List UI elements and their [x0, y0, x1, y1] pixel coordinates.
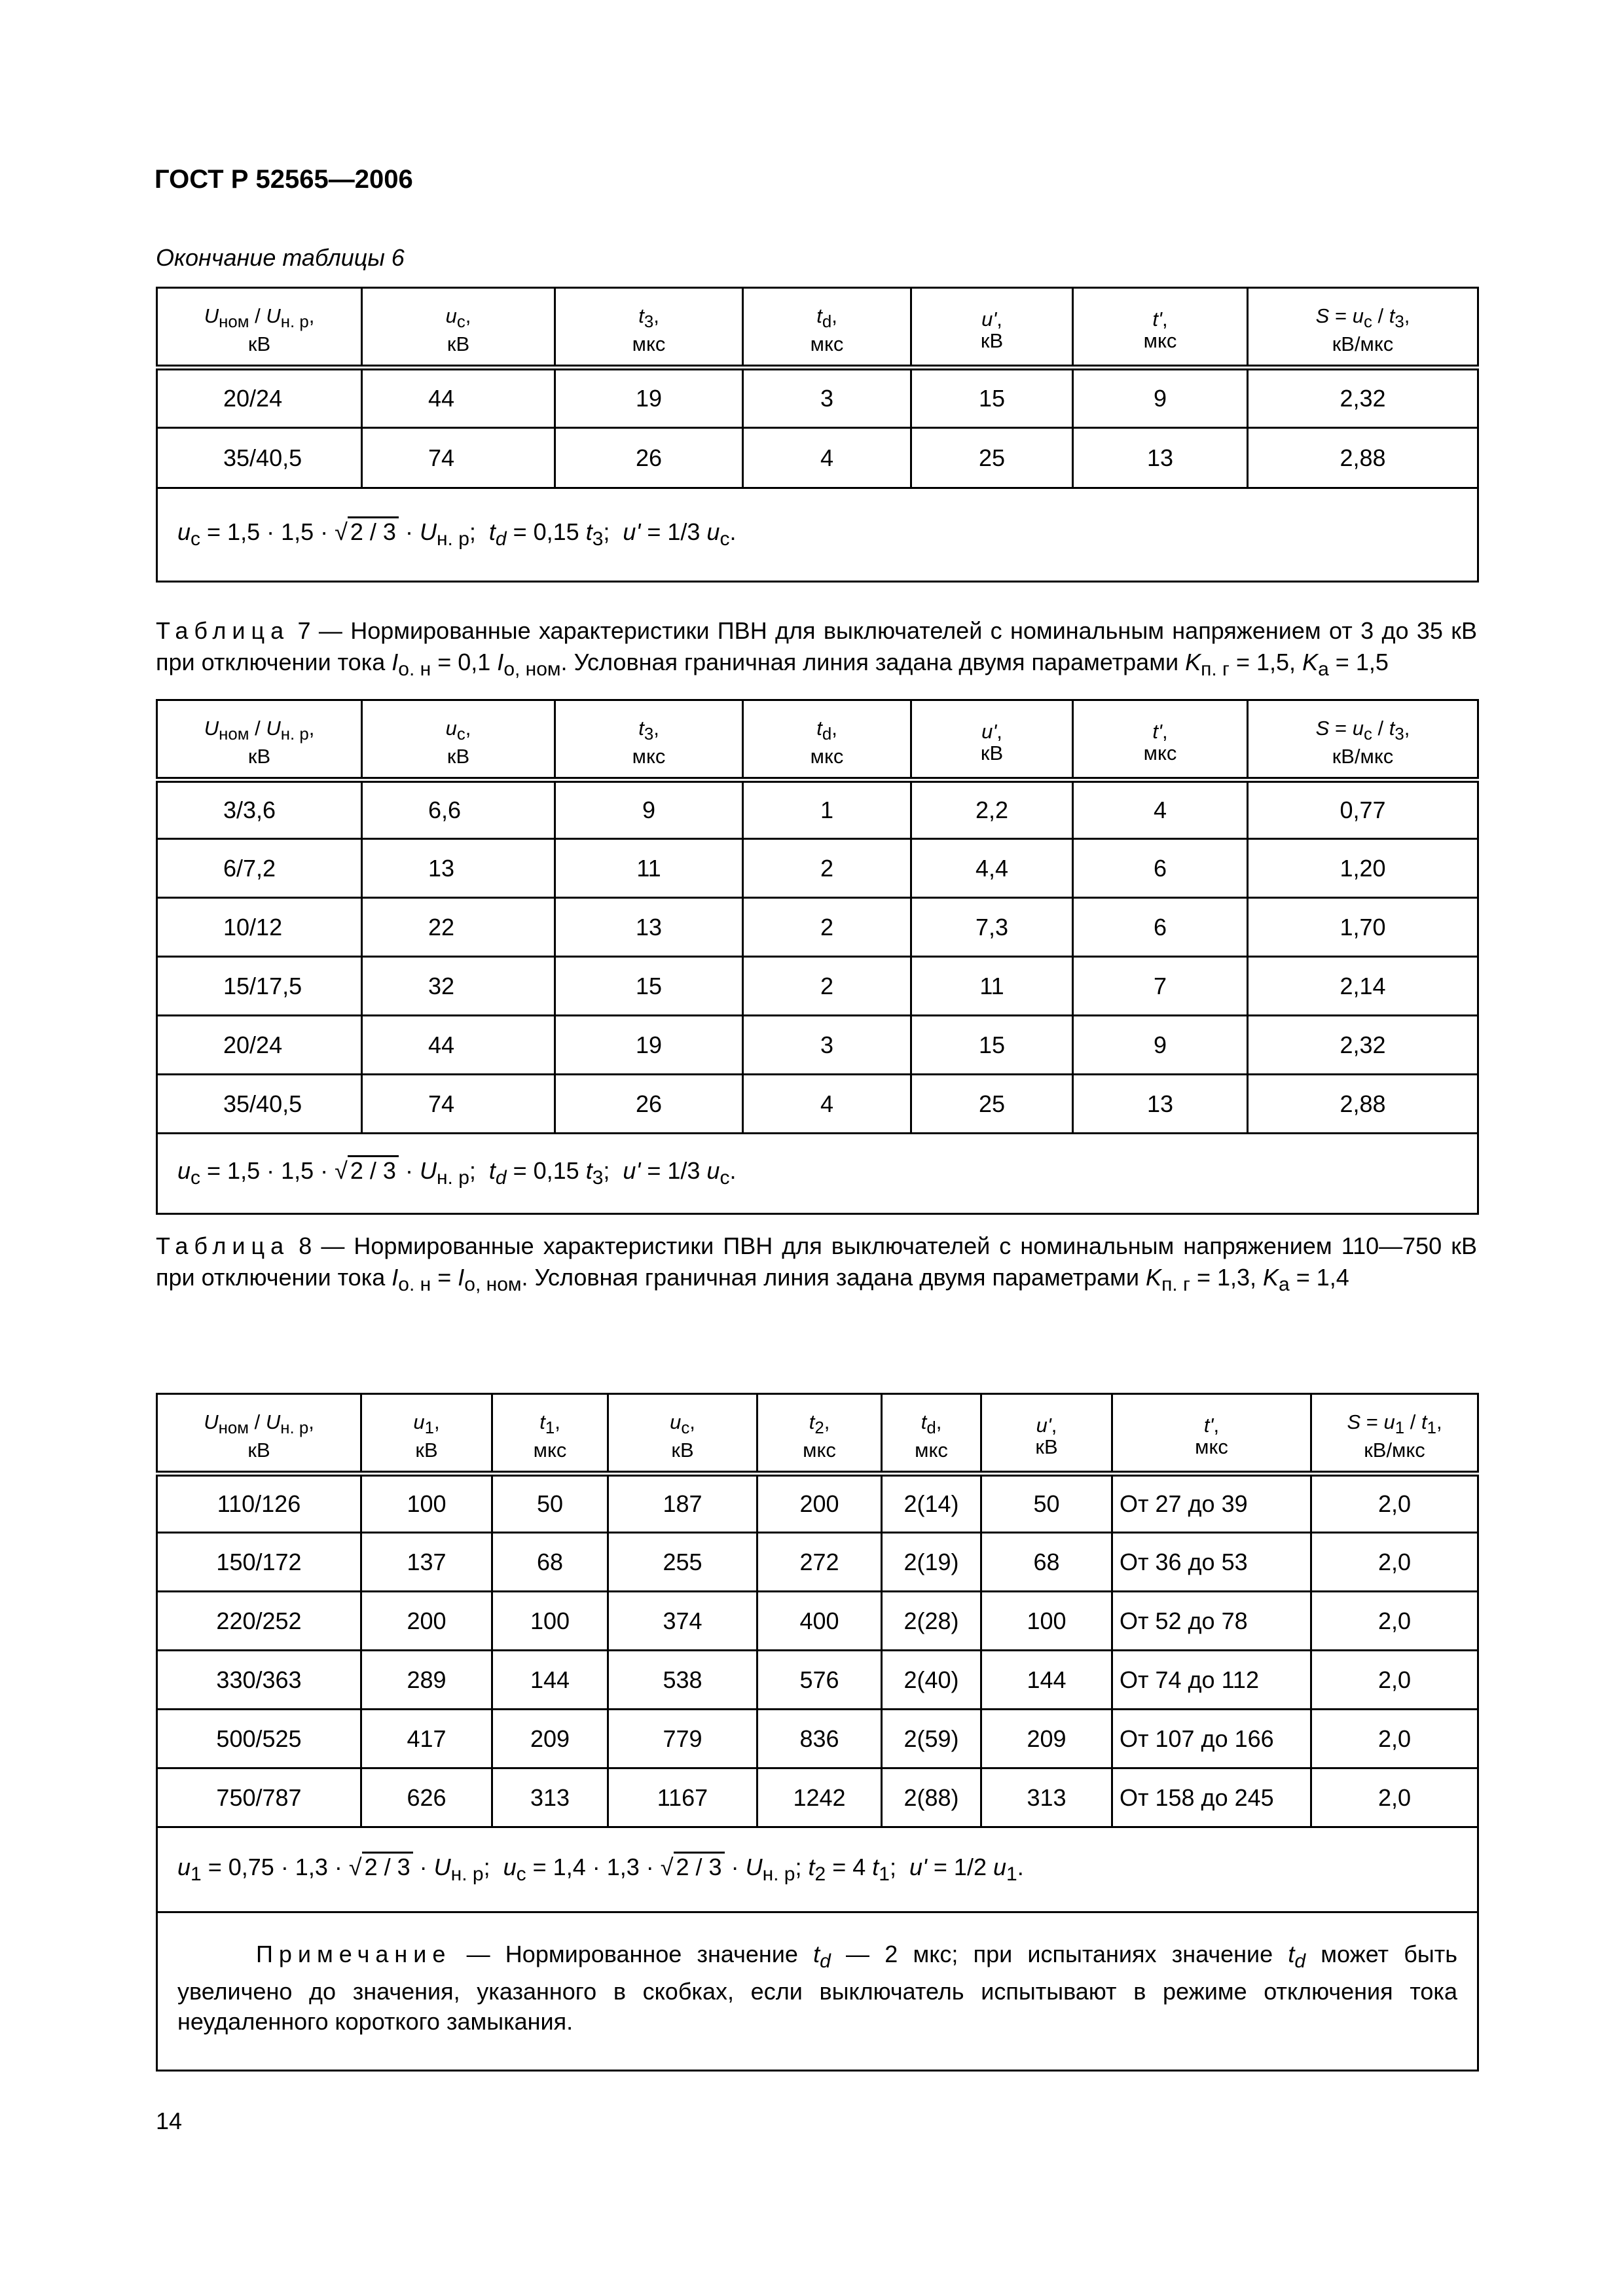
table-cell: 255: [608, 1533, 757, 1592]
table8-caption-kpg: = 1,3,: [1196, 1264, 1257, 1291]
table-row: [157, 428, 1478, 488]
table-cell: 50: [492, 1474, 608, 1533]
col-header-voltage: $U_{ном} / U_{н. р}$, кВ: [157, 1394, 361, 1474]
table-cell: 4: [743, 428, 911, 488]
table-cell: 137: [361, 1533, 492, 1592]
col-header-u-prime: u', кВ: [981, 1394, 1112, 1474]
table-cell: 2,88: [1248, 428, 1478, 488]
table-cell: 3: [743, 1016, 911, 1075]
table-cell: 4,4: [911, 839, 1073, 898]
col-header-td: $t_d$, мкс: [743, 700, 911, 780]
table-cell: От 74 до 112: [1112, 1651, 1311, 1710]
table-cell: 15: [911, 1016, 1073, 1075]
table-cell: 9: [1073, 1016, 1248, 1075]
table-cell: 1167: [608, 1768, 757, 1827]
col-header-voltage: $U_{ном} / U_{н. р}$, кВ: [157, 288, 362, 368]
table-cell: 9: [1073, 368, 1248, 428]
table-row: [157, 1710, 1478, 1768]
table-cell: 4: [1073, 780, 1248, 839]
col-header-t3: $t_3$, мкс: [555, 288, 743, 368]
col-header-uc: $u_с$, кВ: [608, 1394, 757, 1474]
table-cell: 13: [1073, 428, 1248, 488]
table-cell: 0,77: [1248, 780, 1478, 839]
col-header-t2: $t_2$, мкс: [757, 1394, 882, 1474]
table-cell: От 36 до 53: [1112, 1533, 1311, 1592]
table7-caption-text2: Условная граничная линия задана двумя параметрами: [574, 649, 1179, 675]
table-cell: 2,0: [1311, 1533, 1478, 1592]
table-cell: 2,32: [1248, 1016, 1478, 1075]
table-row: [157, 1651, 1478, 1710]
table-cell: 2: [743, 957, 911, 1016]
table-cell: 374: [608, 1592, 757, 1651]
table7: [156, 699, 1479, 1215]
table-cell: 209: [981, 1710, 1112, 1768]
table-cell: 22: [362, 898, 555, 957]
table-cell: 74: [362, 428, 555, 488]
table-cell: 400: [757, 1592, 882, 1651]
table7-caption-text1: — Нормированные характеристики ПВН для выключателей с номинальным напряжением от 3 до 35 кВ при отключении тока: [156, 617, 1477, 675]
table-row: [157, 1474, 1478, 1533]
table-cell: 2(28): [882, 1592, 981, 1651]
formula-row: $u_с = 1,5 \cdot 1,5$ · √ $2 / 3 \cdot U_{н. р}$; $t_d = 0,15$ $t_3$; u' = 1/3 $u_с$.: [157, 488, 1478, 582]
table-cell: 2,32: [1248, 368, 1478, 428]
table-cell: От 27 до 39: [1112, 1474, 1311, 1533]
table-cell: 2: [743, 839, 911, 898]
col-header-u-prime: u', кВ: [911, 288, 1073, 368]
table-cell: 13: [1073, 1075, 1248, 1134]
table-row: [157, 1533, 1478, 1592]
table-cell: 20/24: [157, 1016, 362, 1075]
table-cell: 68: [981, 1533, 1112, 1592]
table-row: [157, 368, 1478, 428]
table-cell: 1,70: [1248, 898, 1478, 957]
table-cell: 2,88: [1248, 1075, 1478, 1134]
table-cell: 187: [608, 1474, 757, 1533]
table-cell: 144: [492, 1651, 608, 1710]
col-header-t-prime: t', мкс: [1073, 700, 1248, 780]
note-text2: — 2 мкс; при испытаниях значение: [846, 1941, 1273, 1967]
table-cell: 26: [555, 1075, 743, 1134]
table-cell: 313: [492, 1768, 608, 1827]
table-cell: 25: [911, 1075, 1073, 1134]
table8-caption-number: 8: [299, 1232, 312, 1259]
table-cell: 417: [361, 1710, 492, 1768]
table-cell: 100: [492, 1592, 608, 1651]
table-cell: 3/3,6: [157, 780, 362, 839]
table-row: [157, 780, 1478, 839]
col-header-u1: $u_1$, кВ: [361, 1394, 492, 1474]
table-cell: 272: [757, 1533, 882, 1592]
table-cell: 2,14: [1248, 957, 1478, 1016]
table8: [156, 1393, 1479, 2072]
table-cell: 2,0: [1311, 1768, 1478, 1827]
table-cell: 13: [362, 839, 555, 898]
col-header-uc: $u_с$, кВ: [362, 700, 555, 780]
col-header-t-prime: t', мкс: [1112, 1394, 1311, 1474]
col-header-s: $S = u_с / t_3$, кВ/мкс: [1248, 288, 1478, 368]
table-cell: 209: [492, 1710, 608, 1768]
table-cell: 9: [555, 780, 743, 839]
table-cell: 2(19): [882, 1533, 981, 1592]
formula-row: $u_1 = 0,75 \cdot 1,3$ · √ $2 / 3 \cdot U_{н. р}$; $u_с = 1,4 \cdot 1,3$ · √ $2 / 3 \cdot U_{н. р}$; $t_2 = 4$ $t_1$; u' = 1/2 $u_1$.: [157, 1827, 1478, 1912]
table-cell: 330/363: [157, 1651, 361, 1710]
col-header-uc: $u_с$, кВ: [362, 288, 555, 368]
col-header-u-prime: u', кВ: [911, 700, 1073, 780]
table-cell: 35/40,5: [157, 428, 362, 488]
table-cell: 2(14): [882, 1474, 981, 1533]
table-cell: 26: [555, 428, 743, 488]
col-header-td: $t_d$, мкс: [882, 1394, 981, 1474]
table-cell: 2: [743, 898, 911, 957]
table-cell: 19: [555, 1016, 743, 1075]
table-cell: 100: [361, 1474, 492, 1533]
table-cell: 13: [555, 898, 743, 957]
table-row: [157, 1075, 1478, 1134]
table-cell: 2,0: [1311, 1710, 1478, 1768]
table-cell: 1,20: [1248, 839, 1478, 898]
table-cell: 500/525: [157, 1710, 361, 1768]
table-cell: 538: [608, 1651, 757, 1710]
table-cell: 6/7,2: [157, 839, 362, 898]
table-cell: 2(40): [882, 1651, 981, 1710]
table-cell: 200: [361, 1592, 492, 1651]
table-cell: От 158 до 245: [1112, 1768, 1311, 1827]
table-cell: 10/12: [157, 898, 362, 957]
table-cell: От 107 до 166: [1112, 1710, 1311, 1768]
table-cell: 68: [492, 1533, 608, 1592]
table-cell: 15: [555, 957, 743, 1016]
table-cell: 50: [981, 1474, 1112, 1533]
table-row: [157, 839, 1478, 898]
note-label: Примечание: [256, 1941, 452, 1967]
page-number: 14: [156, 2108, 183, 2134]
table-cell: 32: [362, 957, 555, 1016]
table8-note: Примечание — Нормированное значение $t_d$ — 2 мкс; при испытаниях значение $t_d$ может быть увеличено до значения, указанного в скобках, если выключатель испытывают в режиме отключения тока неудаленного короткого замыкания.: [157, 1912, 1478, 2071]
table-cell: 836: [757, 1710, 882, 1768]
col-header-t1: $t_1$, мкс: [492, 1394, 608, 1474]
table-cell: 15: [911, 368, 1073, 428]
table8-caption-prefix: Таблица: [156, 1232, 290, 1259]
table-row: [157, 1768, 1478, 1827]
table-cell: 44: [362, 1016, 555, 1075]
table-cell: 626: [361, 1768, 492, 1827]
table-cell: 25: [911, 428, 1073, 488]
note-text3: может быть увеличено до значения, указанного в скобках, если выключатель испытывают в режиме отключения тока неудаленного короткого замыкания.: [177, 1941, 1457, 2036]
col-header-voltage: $U_{ном} / U_{н. р}$, кВ: [157, 700, 362, 780]
table-row: [157, 898, 1478, 957]
table-cell: 6: [1073, 839, 1248, 898]
table7-caption-kpg: = 1,5,: [1235, 649, 1296, 675]
table8-caption-text2: Условная граничная линия задана двумя параметрами: [534, 1264, 1140, 1291]
table7-caption-ka: = 1,5: [1335, 649, 1389, 675]
table-cell: 4: [743, 1075, 911, 1134]
col-header-td: $t_d$, мкс: [743, 288, 911, 368]
table-cell: 100: [981, 1592, 1112, 1651]
col-header-t-prime: t', мкс: [1073, 288, 1248, 368]
table-cell: 2,0: [1311, 1592, 1478, 1651]
table-row: [157, 957, 1478, 1016]
table-cell: 1242: [757, 1768, 882, 1827]
table-cell: 150/172: [157, 1533, 361, 1592]
document-header: ГОСТ Р 52565—2006: [155, 165, 413, 194]
table-cell: 2(59): [882, 1710, 981, 1768]
table-cell: 779: [608, 1710, 757, 1768]
table-cell: 3: [743, 368, 911, 428]
note-text1: — Нормированное значение: [466, 1941, 798, 1967]
table-cell: 7,3: [911, 898, 1073, 957]
table6: [156, 287, 1479, 583]
table-cell: 6,6: [362, 780, 555, 839]
table-cell: 144: [981, 1651, 1112, 1710]
table-cell: 313: [981, 1768, 1112, 1827]
table-cell: 220/252: [157, 1592, 361, 1651]
table7-caption-prefix: Таблица: [156, 617, 290, 644]
col-header-t3: $t_3$, мкс: [555, 700, 743, 780]
table-cell: 20/24: [157, 368, 362, 428]
table-cell: 35/40,5: [157, 1075, 362, 1134]
table-cell: 74: [362, 1075, 555, 1134]
table-cell: 19: [555, 368, 743, 428]
table8-caption: Таблица 8 — Нормированные характеристики ПВН для выключателей с номинальным напряжением 110—750 кВ при отключении тока $I_{о. н} = I_{о, ном}$. Условная граничная линия задана двумя параметрами $K_{п. г} = 1,3$, $K_а = 1,4$: [156, 1232, 1477, 1296]
col-header-s: $S = u_1 / t_1$, кВ/мкс: [1311, 1394, 1478, 1474]
table8-caption-text1: — Нормированные характеристики ПВН для выключателей с номинальным напряжением 110—750 кВ при отключении тока: [156, 1232, 1477, 1291]
table-cell: 289: [361, 1651, 492, 1710]
table7-caption-number: 7: [297, 617, 311, 644]
table-cell: От 52 до 78: [1112, 1592, 1311, 1651]
table7-caption: Таблица 7 — Нормированные характеристики ПВН для выключателей с номинальным напряжением от 3 до 35 кВ при отключении тока $I_{о. н} = 0,1$ $I_{о, ном}$. Условная граничная линия задана двумя параметрами $K_{п. г} = 1,5$, $K_а = 1,5$: [156, 617, 1477, 681]
table-cell: 7: [1073, 957, 1248, 1016]
table-cell: 576: [757, 1651, 882, 1710]
table8-caption-ka: = 1,4: [1296, 1264, 1349, 1291]
table-cell: 11: [555, 839, 743, 898]
col-header-s: $S = u_с / t_3$, кВ/мкс: [1248, 700, 1478, 780]
table-cell: 44: [362, 368, 555, 428]
table-cell: 2,2: [911, 780, 1073, 839]
table6-caption: Окончание таблицы 6: [156, 244, 405, 271]
table-cell: 110/126: [157, 1474, 361, 1533]
table-cell: 15/17,5: [157, 957, 362, 1016]
table-cell: 750/787: [157, 1768, 361, 1827]
table-cell: 1: [743, 780, 911, 839]
table-cell: 11: [911, 957, 1073, 1016]
table-cell: 6: [1073, 898, 1248, 957]
table-cell: 2,0: [1311, 1651, 1478, 1710]
table-cell: 2(88): [882, 1768, 981, 1827]
table-row: [157, 1016, 1478, 1075]
formula-row: $u_с = 1,5 \cdot 1,5$ · √ $2 / 3 \cdot U_{н. р}$; $t_d = 0,15$ $t_3$; u' = 1/3 $u_с$.: [157, 1134, 1478, 1214]
table-row: [157, 1592, 1478, 1651]
table-cell: 200: [757, 1474, 882, 1533]
table-cell: 2,0: [1311, 1474, 1478, 1533]
